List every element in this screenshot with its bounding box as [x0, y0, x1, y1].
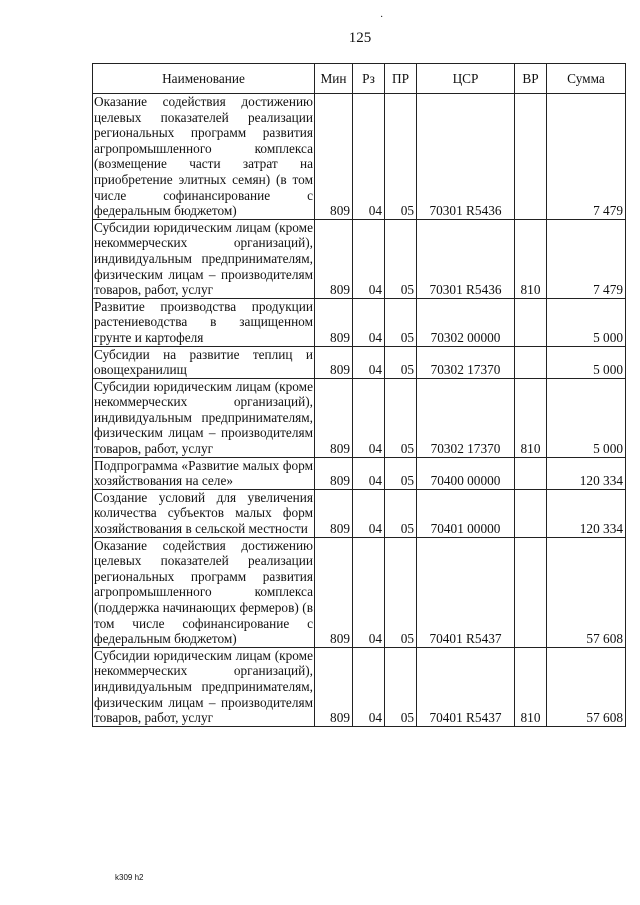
row-sum: 120 334: [547, 457, 626, 489]
header-name: Наименование: [93, 64, 315, 94]
row-vr: 810: [515, 647, 547, 726]
row-vr: [515, 489, 547, 537]
row-vr: [515, 457, 547, 489]
row-pr: 05: [385, 537, 417, 647]
row-csr: 70401 R5437: [417, 647, 515, 726]
row-rz: 04: [353, 378, 385, 457]
row-csr: 70401 00000: [417, 489, 515, 537]
table-body: [93, 94, 626, 727]
header-pr: ПР: [385, 64, 417, 94]
row-rz: 04: [353, 298, 385, 346]
row-sum: 7 479: [547, 219, 626, 298]
header-csr: ЦСР: [417, 64, 515, 94]
row-name: Оказание содействия достижению целевых показателей реализации региональных программ развития агропромышленного комплекса (возмещение части затрат на приобретение элитных семян) (в том числе софинансирование с федеральным бюджетом): [94, 94, 313, 219]
row-min: 809: [315, 219, 353, 298]
row-sum: 7 479: [547, 94, 626, 220]
row-pr: 05: [385, 219, 417, 298]
row-vr: [515, 94, 547, 220]
row-rz: 04: [353, 219, 385, 298]
row-min: 809: [315, 346, 353, 378]
header-rz: Рз: [353, 64, 385, 94]
row-min: 809: [315, 298, 353, 346]
row-name: Создание условий для увеличения количества субъектов малых форм хозяйствования в сельской местности: [94, 489, 313, 537]
row-csr: 70302 17370: [417, 346, 515, 378]
row-name: Оказание содействия достижению целевых показателей реализации региональных программ развития агропромышленного комплекса (поддержка начинающих фермеров) (в том числе софинансирование с федеральным бюджетом): [94, 537, 313, 647]
row-csr: 70301 R5436: [417, 94, 515, 220]
row-min: 809: [315, 378, 353, 457]
row-name: Субсидии на развитие теплиц и овощехранилищ: [94, 346, 313, 378]
row-vr: [515, 298, 547, 346]
row-pr: 05: [385, 457, 417, 489]
table-row: [93, 219, 626, 298]
row-name: Развитие производства продукции растениеводства в защищенном грунте и картофеля: [94, 298, 313, 345]
row-name: Подпрограмма «Развитие малых форм хозяйствования на селе»: [94, 457, 313, 489]
table-header-row: [93, 64, 626, 94]
table-row: [93, 537, 626, 647]
footer-code: k309 h2: [115, 873, 144, 882]
row-sum: 57 608: [547, 537, 626, 647]
row-sum: 5 000: [547, 298, 626, 346]
row-csr: 70302 17370: [417, 378, 515, 457]
row-min: 809: [315, 489, 353, 537]
row-pr: 05: [385, 298, 417, 346]
row-csr: 70400 00000: [417, 457, 515, 489]
row-sum: 5 000: [547, 346, 626, 378]
row-vr: 810: [515, 378, 547, 457]
row-min: 809: [315, 457, 353, 489]
row-rz: 04: [353, 346, 385, 378]
row-csr: 70401 R5437: [417, 537, 515, 647]
row-rz: 04: [353, 94, 385, 220]
table-row: [93, 378, 626, 457]
budget-table: [92, 63, 626, 727]
row-vr: [515, 537, 547, 647]
row-pr: 05: [385, 378, 417, 457]
row-pr: 05: [385, 346, 417, 378]
row-pr: 05: [385, 647, 417, 726]
row-min: 809: [315, 647, 353, 726]
row-csr: 70301 R5436: [417, 219, 515, 298]
header-sum: Сумма: [547, 64, 626, 94]
header-vr: ВР: [515, 64, 547, 94]
row-rz: 04: [353, 647, 385, 726]
table-row: [93, 94, 626, 220]
row-pr: 05: [385, 94, 417, 220]
row-name: Субсидии юридическим лицам (кроме некоммерческих организаций), индивидуальным предпринимателям, физическим лицам – производителям товаров, работ, услуг: [94, 219, 313, 298]
row-min: 809: [315, 537, 353, 647]
row-rz: 04: [353, 489, 385, 537]
row-sum: 120 334: [547, 489, 626, 537]
row-name: Субсидии юридическим лицам (кроме некоммерческих организаций), индивидуальным предпринимателям, физическим лицам – производителям товаров, работ, услуг: [94, 378, 313, 457]
table-row: [93, 457, 626, 489]
row-rz: 04: [353, 457, 385, 489]
table-row: [93, 298, 626, 346]
row-rz: 04: [353, 537, 385, 647]
row-vr: [515, 346, 547, 378]
table-row: [93, 489, 626, 537]
page-mark: ·: [380, 12, 384, 23]
header-min: Мин: [315, 64, 353, 94]
row-name: Субсидии юридическим лицам (кроме некоммерческих организаций), индивидуальным предпринимателям, физическим лицам – производителям товаров, работ, услуг: [94, 647, 313, 726]
page-number: 125: [348, 30, 372, 46]
row-min: 809: [315, 94, 353, 220]
row-pr: 05: [385, 489, 417, 537]
table-row: [93, 346, 626, 378]
table-row: [93, 647, 626, 726]
row-sum: 57 608: [547, 647, 626, 726]
row-sum: 5 000: [547, 378, 626, 457]
row-vr: 810: [515, 219, 547, 298]
row-csr: 70302 00000: [417, 298, 515, 346]
